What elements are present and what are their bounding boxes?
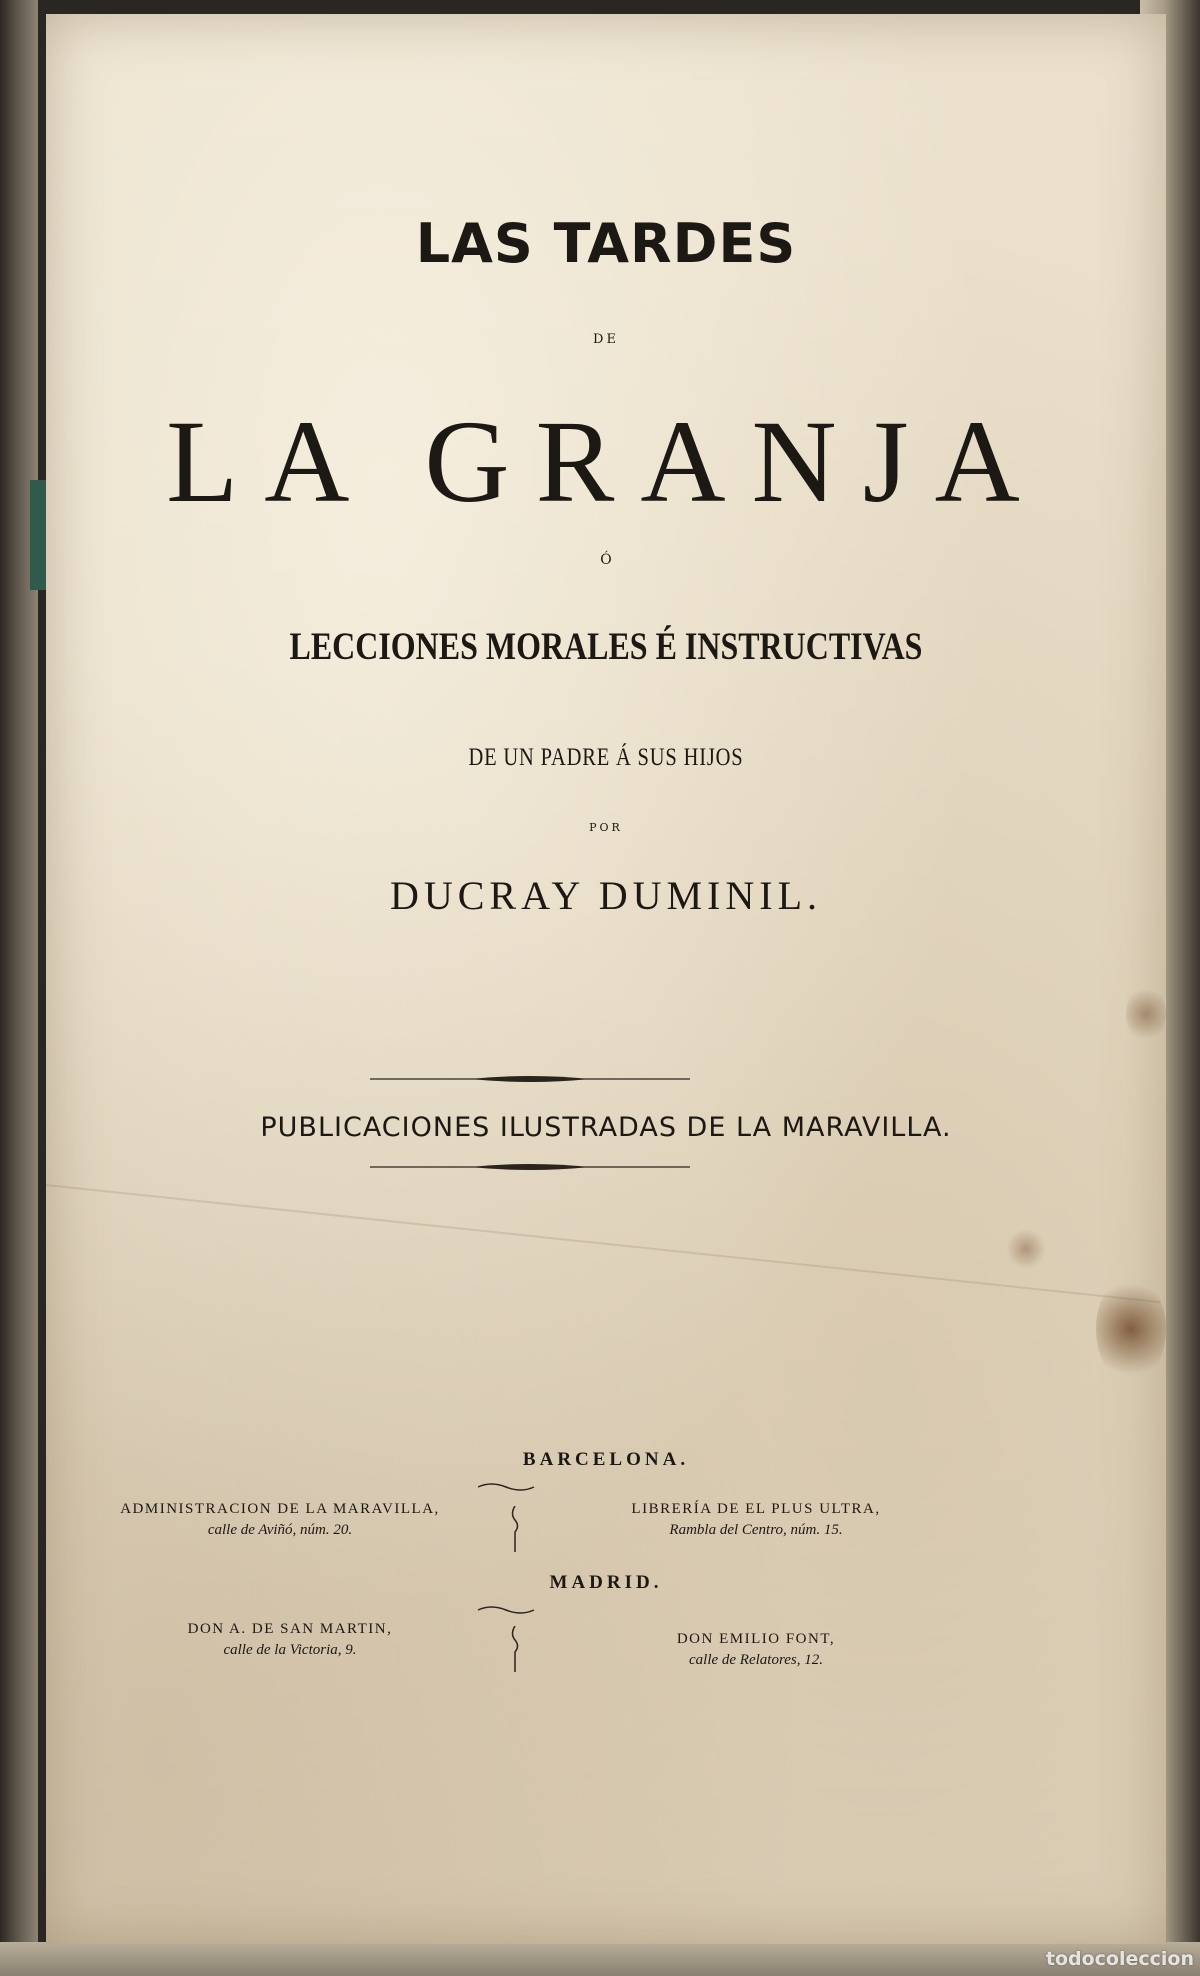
subtitle: LECCIONES MORALES É INSTRUCTIVAS — [289, 625, 923, 668]
imprint-barcelona-left — [70, 1501, 490, 1539]
ornamental-rule-bottom — [370, 1160, 690, 1174]
title-o: Ó — [600, 552, 612, 568]
imprint-madrid-left — [100, 1621, 480, 1659]
series-line: PUBLICACIONES ILUSTRADAS DE LA MARAVILLA. — [260, 1112, 952, 1143]
publisher-name: DON EMILIO FONT, — [676, 1631, 836, 1647]
paper-crease — [46, 1184, 1160, 1303]
title-main: LA GRANJA — [166, 396, 1046, 527]
publisher-name: LIBRERÍA DE EL PLUS ULTRA, — [631, 1501, 881, 1517]
watermark: todocoleccion — [1045, 1948, 1194, 1970]
title-page — [46, 14, 1166, 1944]
imprint-city-barcelona: BARCELONA. — [522, 1449, 690, 1470]
foxing-stain — [1006, 1229, 1046, 1269]
book-bottom-edge — [0, 1942, 1200, 1976]
column-divider — [508, 1626, 522, 1672]
imprint-city-madrid: MADRID. — [549, 1572, 663, 1593]
author-name: DUCRAY DUMINIL. — [389, 873, 823, 918]
publisher-address: calle de la Victoria, 9. — [223, 1642, 357, 1658]
ornamental-rule-top — [370, 1072, 690, 1086]
by-label: POR — [589, 821, 623, 834]
publisher-name: DON A. DE SAN MARTIN, — [187, 1621, 393, 1637]
book-left-edge — [0, 0, 38, 1976]
imprint-barcelona-right — [536, 1501, 976, 1539]
publisher-name: ADMINISTRACION DE LA MARAVILLA, — [120, 1501, 440, 1517]
small-ornament — [476, 1480, 536, 1494]
foxing-stain — [1096, 1274, 1166, 1384]
title-de: DE — [593, 332, 619, 347]
publisher-address: calle de Relatores, 12. — [689, 1652, 823, 1668]
title-top: LAS TARDES — [415, 212, 797, 275]
foxing-stain — [1126, 984, 1166, 1044]
imprint-madrid-right — [546, 1631, 966, 1669]
column-divider — [508, 1506, 522, 1552]
publisher-address: Rambla del Centro, núm. 15. — [669, 1522, 843, 1538]
publisher-address: calle de Aviñó, núm. 20. — [207, 1522, 353, 1538]
small-ornament — [476, 1603, 536, 1617]
subtitle-2: DE UN PADRE Á SUS HIJOS — [468, 744, 744, 771]
